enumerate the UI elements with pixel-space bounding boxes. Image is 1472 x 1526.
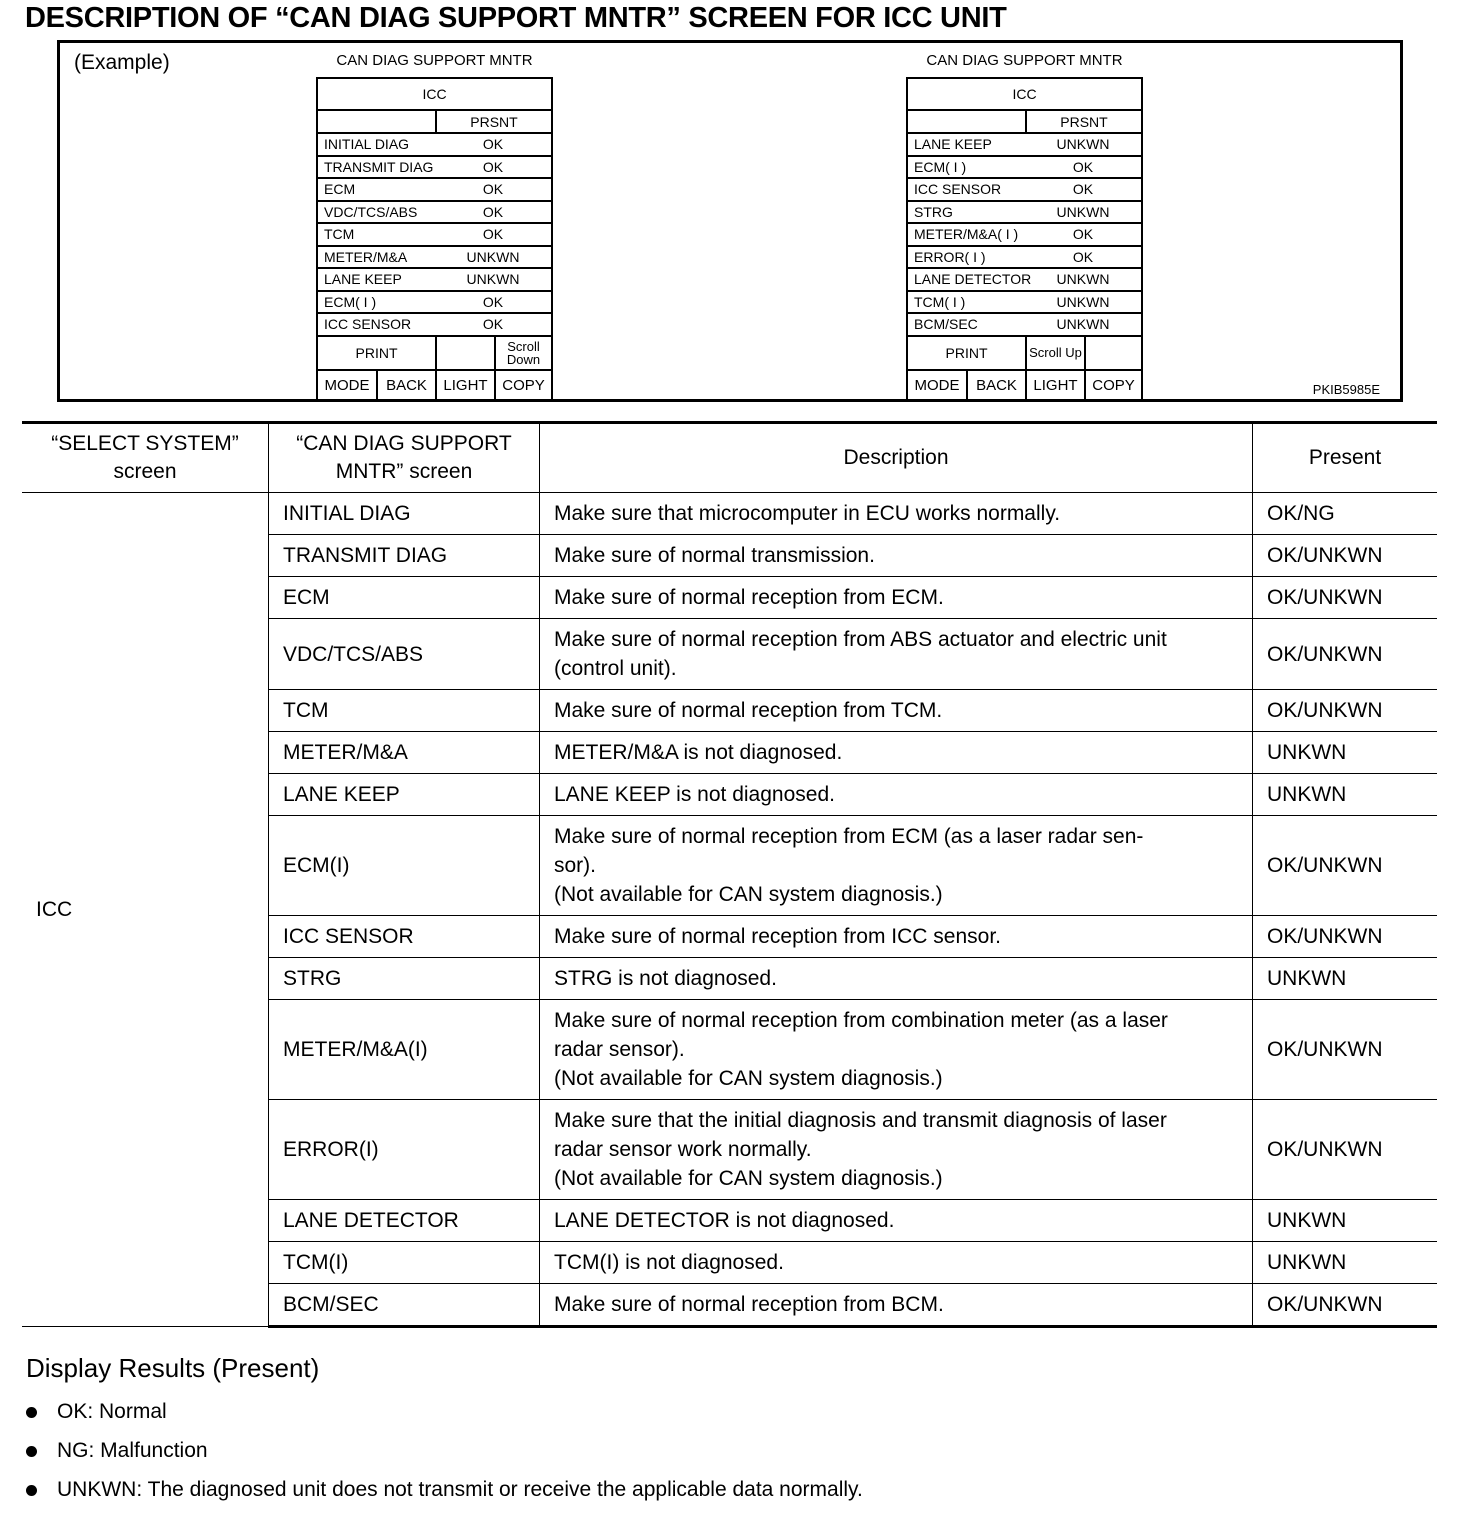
screen-button-copy[interactable]: COPY — [494, 371, 551, 400]
description-cell: STRG is not diagnosed. — [540, 958, 1253, 1000]
screen-button-mode[interactable]: MODE — [324, 376, 370, 394]
screen-item-row — [318, 202, 551, 225]
description-cell: TCM(I) is not diagnosed. — [540, 1242, 1253, 1284]
header-can-diag: “CAN DIAG SUPPORT MNTR” screen — [269, 423, 540, 493]
screen-system: ICC — [318, 79, 551, 111]
blank-cell — [908, 111, 1025, 132]
item-cell: TCM(I) — [269, 1242, 540, 1284]
result-text: UNKWN: The diagnosed unit does not transmit or receive the applicable data normally. — [57, 1478, 863, 1501]
item-cell: STRG — [269, 958, 540, 1000]
scroll-up-button[interactable] — [435, 337, 494, 369]
screen-item-value: OK — [482, 181, 504, 198]
present-cell: OK/UNKWN — [1253, 535, 1438, 577]
example-screen-scroll-down — [316, 51, 553, 402]
screen-item-row — [908, 292, 1141, 315]
screen-item-name: TRANSMIT DIAG — [324, 158, 434, 175]
bullet-icon — [26, 1407, 37, 1418]
header-description: Description — [540, 423, 1253, 493]
can-diag-table — [22, 421, 1437, 1328]
example-label: (Example) — [74, 51, 170, 74]
screen-item-value: UNKWN — [1056, 136, 1110, 153]
screen-system: ICC — [908, 79, 1141, 111]
screen-button-light[interactable]: LIGHT — [1025, 371, 1084, 400]
print-button[interactable]: PRINT — [945, 344, 988, 361]
screen-item-name: ERROR( I ) — [914, 248, 986, 265]
screen-item-value: OK — [1072, 248, 1094, 265]
description-cell: Make sure that microcomputer in ECU works normally. — [540, 493, 1253, 535]
screen-item-value: OK — [482, 226, 504, 243]
description-cell: Make sure of normal reception from combination meter (as a laser radar sensor). (Not available for CAN system diagnosis.) — [540, 1000, 1253, 1100]
column-prsnt: PRSNT — [435, 111, 551, 132]
item-cell: ECM — [269, 577, 540, 619]
screen-print-row — [908, 337, 1141, 371]
screen-button-back[interactable]: BACK — [376, 371, 435, 400]
example-screen-scroll-up — [906, 51, 1143, 402]
screen-panel — [906, 77, 1143, 402]
print-button[interactable]: PRINT — [355, 344, 398, 361]
blank-cell — [318, 111, 435, 132]
screen-item-value: UNKWN — [1056, 293, 1110, 310]
screen-item-value: OK — [1072, 181, 1094, 198]
screen-item-name: ICC SENSOR — [324, 316, 412, 333]
present-cell: OK/UNKWN — [1253, 1100, 1438, 1200]
screen-item-row — [908, 247, 1141, 270]
screen-item-name: TCM — [324, 226, 355, 243]
screen-column-header — [908, 111, 1141, 134]
screen-item-name: ECM — [324, 181, 356, 198]
screen-button-copy[interactable]: COPY — [1084, 371, 1141, 400]
screen-item-name: TCM( I ) — [914, 293, 966, 310]
item-cell: VDC/TCS/ABS — [269, 619, 540, 690]
present-cell: OK/UNKWN — [1253, 577, 1438, 619]
screen-button-row — [318, 371, 551, 400]
item-cell: ECM(I) — [269, 816, 540, 916]
screen-item-value: UNKWN — [1056, 203, 1110, 220]
bullet-icon — [26, 1446, 37, 1457]
present-cell: OK/UNKWN — [1253, 916, 1438, 958]
screen-item-value: OK — [1072, 226, 1094, 243]
item-cell: BCM/SEC — [269, 1284, 540, 1327]
screen-item-value: UNKWN — [1056, 271, 1110, 288]
screen-item-value: OK — [482, 158, 504, 175]
screen-item-value: UNKWN — [466, 248, 520, 265]
description-cell: Make sure of normal reception from ECM. — [540, 577, 1253, 619]
result-text: OK: Normal — [57, 1400, 167, 1423]
screen-item-name: LANE DETECTOR — [914, 271, 1032, 288]
description-cell: Make sure of normal reception from TCM. — [540, 690, 1253, 732]
screen-item-row — [908, 269, 1141, 292]
present-cell: OK/UNKWN — [1253, 690, 1438, 732]
description-cell: Make sure that the initial diagnosis and transmit diagnosis of laser radar sensor work normally. (Not available for CAN system diagnosis.) — [540, 1100, 1253, 1200]
page-title: DESCRIPTION OF “CAN DIAG SUPPORT MNTR” SCREEN FOR ICC UNIT — [25, 2, 1007, 34]
header-select-system: “SELECT SYSTEM” screen — [22, 423, 269, 493]
screen-item-row — [908, 179, 1141, 202]
item-cell: LANE DETECTOR — [269, 1200, 540, 1242]
scroll-down-button[interactable]: Scroll Down — [494, 337, 551, 369]
screen-item-name: ECM( I ) — [324, 293, 377, 310]
screen-item-row — [318, 134, 551, 157]
screen-button-mode[interactable]: MODE — [914, 376, 960, 394]
screen-item-value: UNKWN — [1056, 316, 1110, 333]
result-ng — [26, 1439, 208, 1463]
screen-column-header — [318, 111, 551, 134]
screen-item-value: UNKWN — [466, 271, 520, 288]
item-cell: METER/M&A — [269, 732, 540, 774]
screen-item-value: OK — [1072, 158, 1094, 175]
scroll-down-button[interactable] — [1084, 337, 1141, 369]
screen-item-row — [318, 157, 551, 180]
screen-item-name: LANE KEEP — [914, 136, 992, 153]
description-cell: LANE KEEP is not diagnosed. — [540, 774, 1253, 816]
present-cell: UNKWN — [1253, 958, 1438, 1000]
item-cell: LANE KEEP — [269, 774, 540, 816]
screen-panel — [316, 77, 553, 402]
column-prsnt: PRSNT — [1025, 111, 1141, 132]
system-cell: ICC — [22, 493, 269, 1327]
description-cell: METER/M&A is not diagnosed. — [540, 732, 1253, 774]
present-cell: OK/UNKWN — [1253, 619, 1438, 690]
description-cell: Make sure of normal reception from ICC sensor. — [540, 916, 1253, 958]
screen-item-row — [318, 269, 551, 292]
present-cell: OK/UNKWN — [1253, 1000, 1438, 1100]
screen-title: CAN DIAG SUPPORT MNTR — [336, 52, 533, 69]
screen-item-row — [908, 134, 1141, 157]
screen-button-back[interactable]: BACK — [966, 371, 1025, 400]
screen-item-row — [318, 247, 551, 270]
present-cell: OK/UNKWN — [1253, 1284, 1438, 1327]
result-ok — [26, 1400, 167, 1424]
example-box — [57, 40, 1403, 402]
screen-item-row — [908, 314, 1141, 337]
description-cell: Make sure of normal reception from ECM (as a laser radar sen- sor). (Not available for CAN system diagnosis.) — [540, 816, 1253, 916]
screen-item-name: INITIAL DIAG — [324, 136, 410, 153]
screen-title: CAN DIAG SUPPORT MNTR — [926, 52, 1123, 69]
item-cell: TRANSMIT DIAG — [269, 535, 540, 577]
screen-item-name: BCM/SEC — [914, 316, 978, 333]
screen-item-value: OK — [482, 136, 504, 153]
present-cell: UNKWN — [1253, 732, 1438, 774]
screen-item-name: STRG — [914, 203, 953, 220]
screen-button-row — [908, 371, 1141, 400]
screen-item-name: METER/M&A( I ) — [914, 226, 1019, 243]
screen-item-row — [318, 224, 551, 247]
screen-item-value: OK — [482, 316, 504, 333]
present-cell: UNKWN — [1253, 1242, 1438, 1284]
screen-item-name: METER/M&A — [324, 248, 408, 265]
item-cell: INITIAL DIAG — [269, 493, 540, 535]
scroll-up-button[interactable]: Scroll Up — [1025, 337, 1084, 369]
result-unkwn — [26, 1478, 863, 1502]
screen-item-value: OK — [482, 203, 504, 220]
header-present: Present — [1253, 423, 1438, 493]
bullet-icon — [26, 1485, 37, 1496]
result-text: NG: Malfunction — [57, 1439, 208, 1462]
present-cell: OK/UNKWN — [1253, 816, 1438, 916]
present-cell: UNKWN — [1253, 1200, 1438, 1242]
screen-item-name: ECM( I ) — [914, 158, 967, 175]
figure-id: PKIB5985E — [1312, 382, 1380, 397]
description-cell: Make sure of normal reception from BCM. — [540, 1284, 1253, 1327]
screen-item-row — [908, 224, 1141, 247]
present-cell: UNKWN — [1253, 774, 1438, 816]
screen-item-value: OK — [482, 293, 504, 310]
screen-print-row — [318, 337, 551, 371]
screen-item-name: ICC SENSOR — [914, 181, 1002, 198]
screen-item-name: LANE KEEP — [324, 271, 402, 288]
screen-item-name: VDC/TCS/ABS — [324, 203, 418, 220]
screen-item-row — [908, 202, 1141, 225]
description-cell: LANE DETECTOR is not diagnosed. — [540, 1200, 1253, 1242]
table-row — [22, 493, 1437, 535]
present-cell: OK/NG — [1253, 493, 1438, 535]
screen-button-light[interactable]: LIGHT — [435, 371, 494, 400]
screen-item-row — [908, 157, 1141, 180]
results-title: Display Results (Present) — [26, 1353, 320, 1383]
table-header-row — [22, 423, 1437, 493]
description-cell: Make sure of normal reception from ABS actuator and electric unit (control unit). — [540, 619, 1253, 690]
screen-item-row — [318, 314, 551, 337]
item-cell: ERROR(I) — [269, 1100, 540, 1200]
item-cell: TCM — [269, 690, 540, 732]
screen-item-row — [318, 292, 551, 315]
item-cell: ICC SENSOR — [269, 916, 540, 958]
screen-item-row — [318, 179, 551, 202]
item-cell: METER/M&A(I) — [269, 1000, 540, 1100]
description-cell: Make sure of normal transmission. — [540, 535, 1253, 577]
